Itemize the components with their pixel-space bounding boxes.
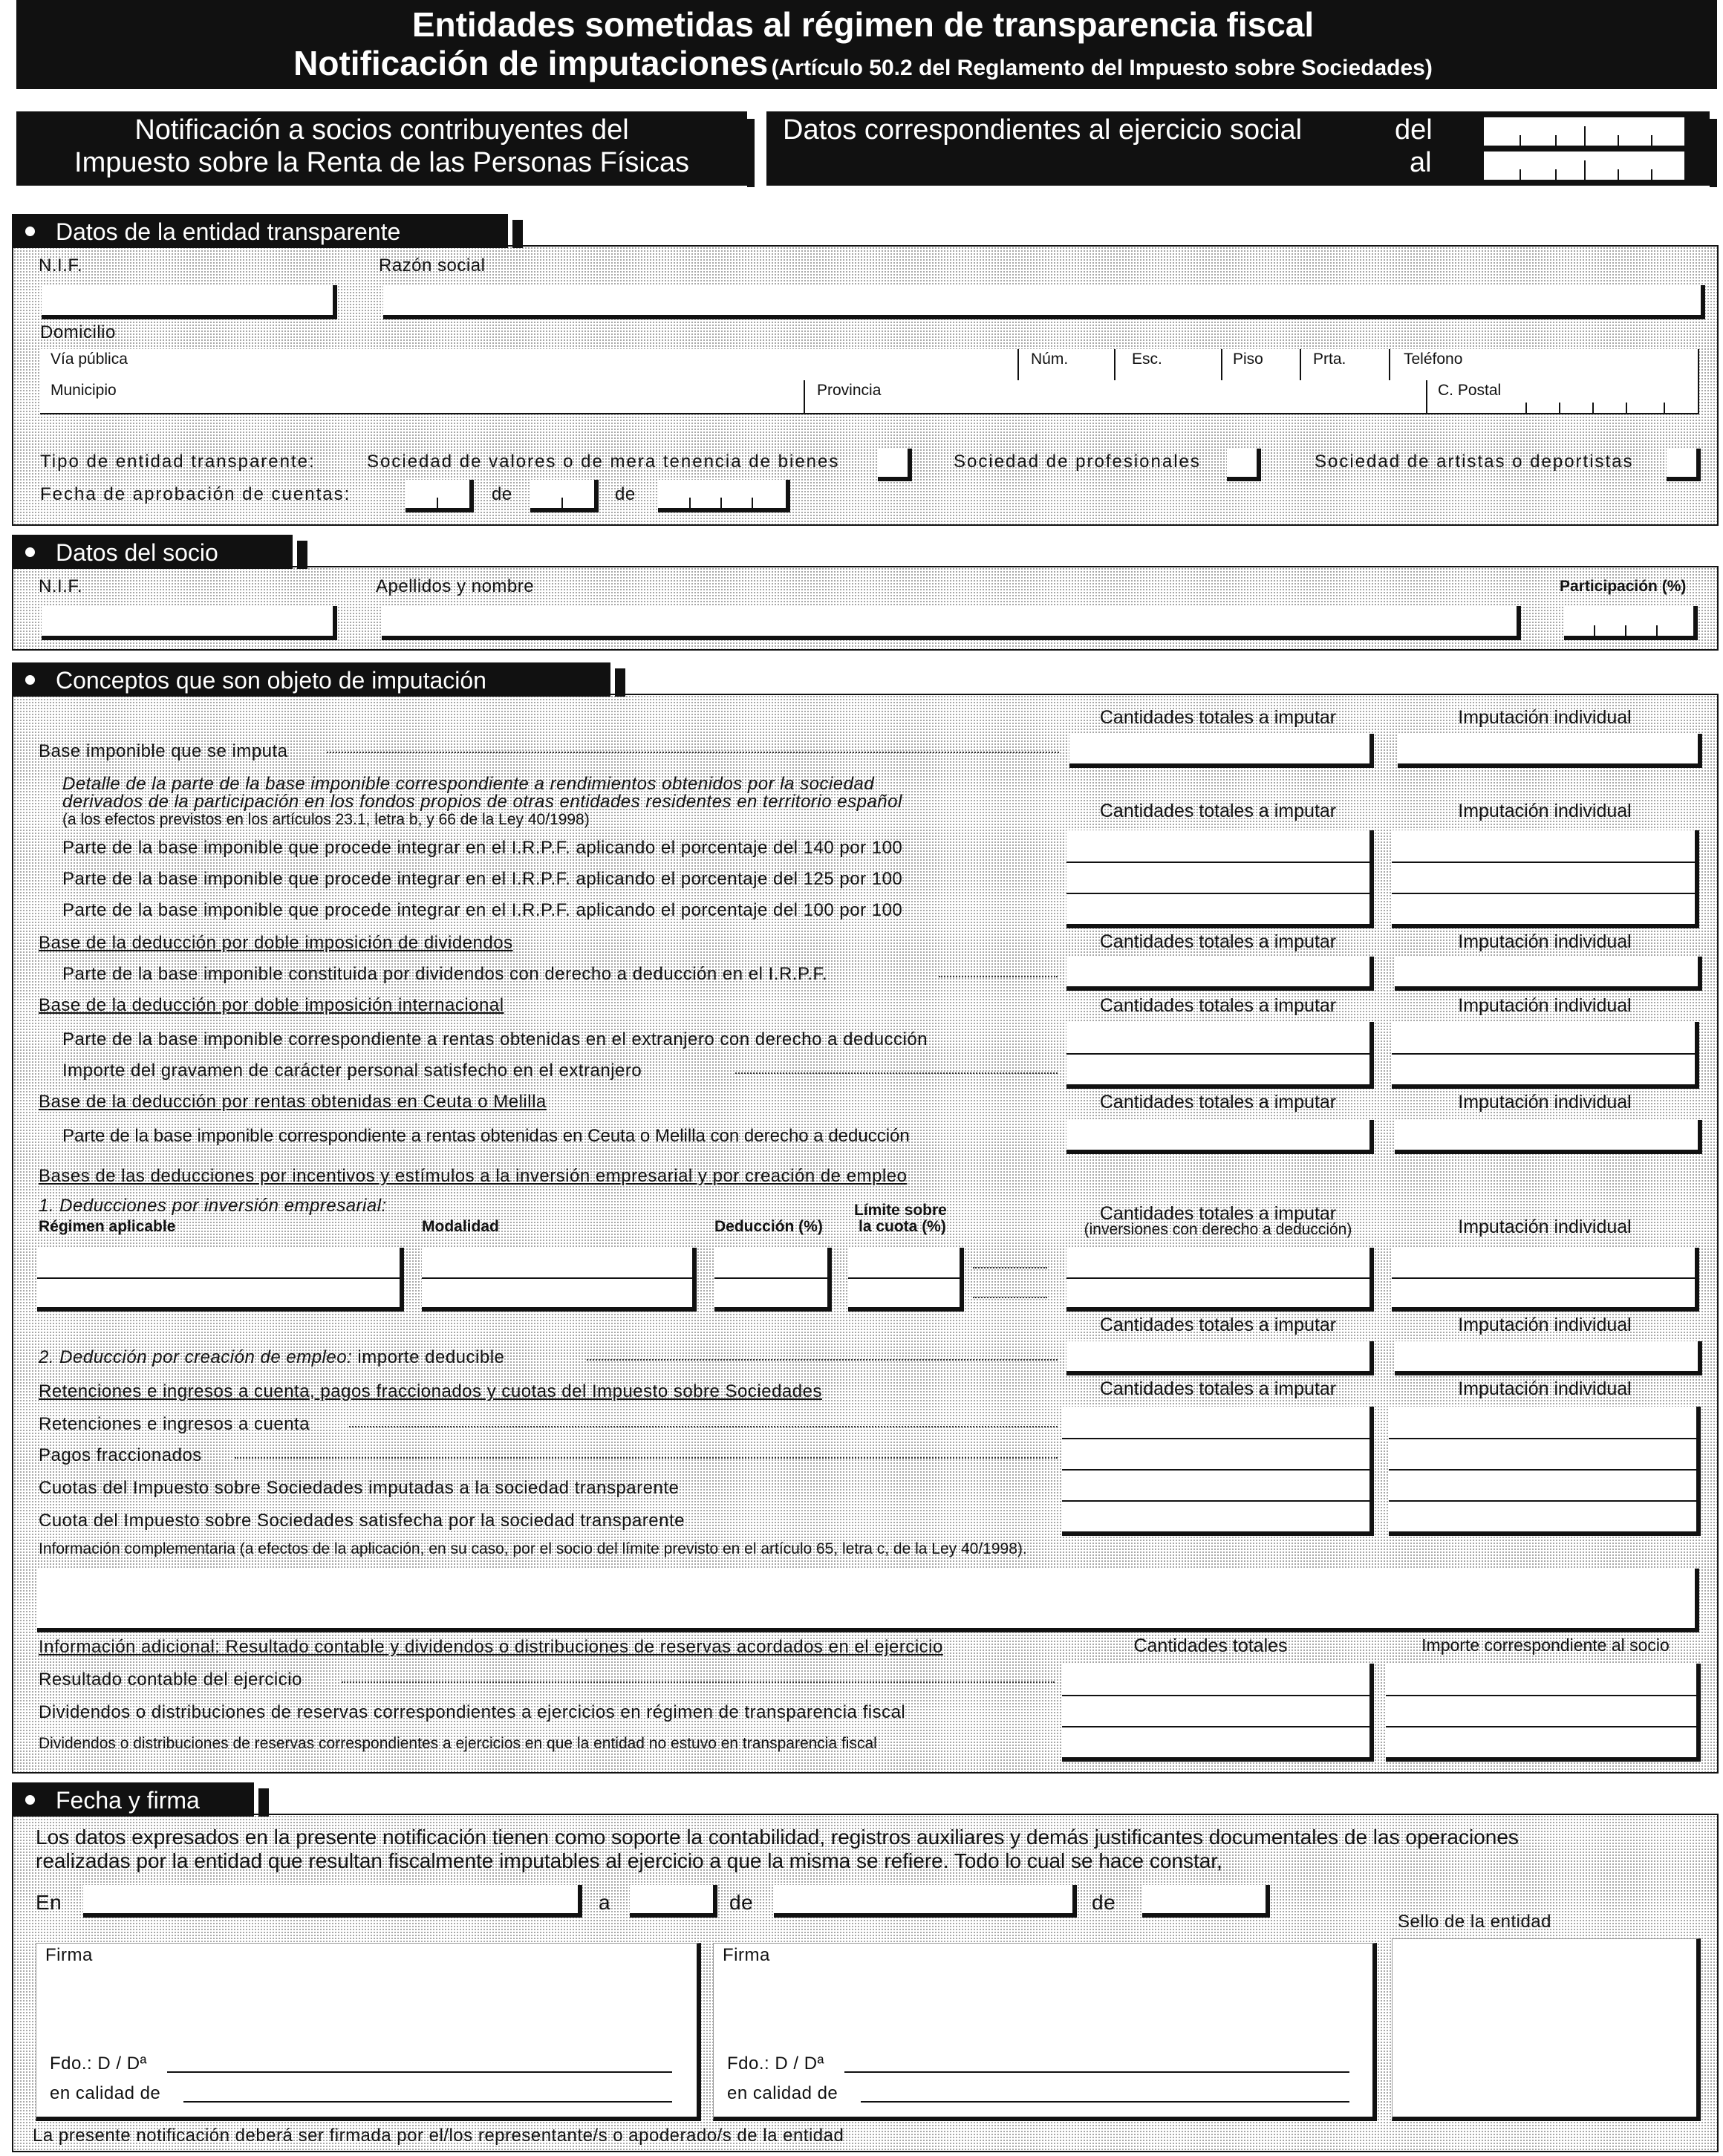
dot-leader	[735, 1072, 1058, 1074]
col-partner-amount-header: Importe correspondiente al socio	[1421, 1635, 1670, 1655]
col-individual-header: Imputación individual	[1458, 1378, 1632, 1399]
col-individual-header: Imputación individual	[1458, 1217, 1632, 1237]
approval-month-input[interactable]	[530, 480, 599, 512]
base-individual-input[interactable]	[1398, 734, 1702, 768]
address-label: Domicilio	[40, 322, 116, 342]
fiscal-year-del: del	[1395, 114, 1433, 146]
dot-leader	[235, 1457, 1058, 1459]
dividends-no-transparency-label: Dividendos o distribuciones de reservas correspondientes a ejercicios en que la entidad no estuvo en transparencia fiscal	[39, 1735, 877, 1752]
fiscal-year-box	[766, 111, 1710, 186]
detail-line3: (a los efectos previstos en los artículos 23.1, letra b, y 66 de la Ley 40/1998)	[62, 811, 590, 828]
col-total-header: Cantidades totales a imputar	[1099, 801, 1337, 821]
fiscal-year-from-input[interactable]	[1484, 117, 1684, 146]
col-individual-header: Imputación individual	[1458, 801, 1632, 821]
day-input[interactable]	[630, 1885, 717, 1918]
irpf-line1: Notificación a socios contribuyentes del	[134, 114, 629, 146]
ceuta-label: Parte de la base imponible correspondiente a rentas obtenidas en Ceuta o Melilla con derecho a deducción	[62, 1126, 910, 1146]
entity-section-title: Datos de la entidad transparente	[56, 218, 401, 245]
employment-total-input[interactable]	[1066, 1341, 1374, 1375]
entity-type-securities-label: Sociedad de valores o de mera tenencia de bienes	[367, 452, 840, 472]
declaration-line2: realizadas por la entidad que resultan fiscalmente imputables al ejercicio a que la misma se refiere. Todo lo cual se hace constar,	[36, 1849, 1222, 1872]
right-box-shadow	[1710, 119, 1717, 187]
entity-nif-label: N.I.F.	[39, 255, 83, 276]
footer-note: La presente notificación deberá ser firmada por el/los representante/s o apoderado/s de la entidad	[33, 2126, 844, 2146]
declaration-line1: Los datos expresados en la presente notificación tienen como soporte la contabilidad, registros auxiliares y demás justificantes documentales de las operaciones	[36, 1826, 1519, 1849]
seal-box[interactable]	[1392, 1938, 1701, 2121]
approval-date-label: Fecha de aprobación de cuentas:	[40, 484, 351, 504]
international-heading: Base de la deducción por doble imposición internacional	[39, 995, 504, 1015]
ceuta-total-input[interactable]	[1066, 1120, 1374, 1154]
dividends-transparency-label: Dividendos o distribuciones de reservas correspondientes a ejercicios en régimen de transparencia fiscal	[39, 1702, 906, 1722]
capacity-label-1: en calidad de	[50, 2083, 161, 2103]
modality-label: Modalidad	[422, 1218, 499, 1235]
tab-end-icon	[615, 668, 625, 697]
p140-label: Parte de la base imponible que procede integrar en el I.R.P.F. aplicando el porcentaje del 140 por 100	[62, 838, 903, 858]
imputed-quotas-label: Cuotas del Impuesto sobre Sociedades imputadas a la sociedad transparente	[39, 1478, 680, 1498]
entity-name-input[interactable]	[383, 285, 1705, 319]
signed-by-label-2: Fdo.: D / Dª	[727, 2054, 824, 2074]
col-total-header: Cantidades totales a imputar	[1099, 1315, 1337, 1335]
bullet-icon	[25, 1795, 35, 1805]
left-box-shadow	[747, 119, 755, 187]
ceuta-individual-input[interactable]	[1395, 1120, 1702, 1154]
entity-type-artists-checkbox[interactable]	[1667, 449, 1701, 481]
additional-info-heading: Información adicional: Resultado contable y dividendos o distribuciones de reservas acordados en el ejercicio	[39, 1637, 943, 1657]
investment-individual-inputs[interactable]	[1392, 1248, 1699, 1312]
year-input[interactable]	[1142, 1885, 1270, 1918]
entity-name-label: Razón social	[379, 255, 486, 276]
irpf-line2: Impuesto sobre la Renta de las Personas Físicas	[74, 147, 689, 178]
col-individual-header: Imputación individual	[1458, 995, 1632, 1016]
form-title: Entidades sometidas al régimen de transparencia fiscal	[411, 5, 1315, 44]
postal-code-label: C. Postal	[1438, 382, 1502, 399]
partner-section-tab	[12, 535, 293, 569]
partner-name-input[interactable]	[382, 606, 1521, 640]
base-label: Base imponible que se imputa	[39, 741, 288, 761]
complementary-info-input[interactable]	[37, 1569, 1699, 1632]
signature-box-1[interactable]	[36, 1943, 701, 2121]
entity-type-artists-label: Sociedad de artistas o deportistas	[1315, 452, 1634, 472]
province-label: Provincia	[817, 382, 882, 399]
concepts-section-title: Conceptos que son objeto de imputación	[56, 667, 486, 694]
capacity-label-2: en calidad de	[727, 2083, 838, 2103]
col-totals-header: Cantidades totales	[1133, 1635, 1288, 1656]
postal-code-input[interactable]	[1525, 386, 1667, 413]
investment-total-inputs[interactable]	[1066, 1248, 1374, 1312]
withholding-individual-inputs[interactable]	[1389, 1407, 1701, 1536]
partner-share-input[interactable]	[1564, 606, 1698, 640]
col-total-header: Cantidades totales a imputar	[1099, 1092, 1337, 1113]
col-total-header: Cantidades totales a imputar	[1099, 1378, 1337, 1399]
employment-label-rest: importe deducible	[357, 1347, 505, 1367]
dot-leader	[349, 1426, 1058, 1427]
street-label: Vía pública	[51, 351, 128, 368]
fiscal-year-label: Datos correspondientes al ejercicio social	[783, 114, 1303, 146]
form-header	[16, 0, 1717, 89]
col-individual-header: Imputación individual	[1458, 1092, 1632, 1113]
door-label: Prta.	[1313, 351, 1346, 368]
investment-total-subheader: (inversiones con derecho a deducción)	[1084, 1221, 1352, 1238]
international-total-inputs[interactable]	[1066, 1022, 1374, 1089]
additional-totals-inputs[interactable]	[1062, 1664, 1374, 1762]
stair-label: Esc.	[1132, 351, 1162, 368]
col-individual-header: Imputación individual	[1458, 1315, 1632, 1335]
signature-label-1: Firma	[45, 1945, 93, 1965]
limit-label2: la cuota (%)	[859, 1218, 946, 1235]
dividend-individual-input[interactable]	[1395, 957, 1702, 991]
address-row1-input[interactable]	[40, 349, 1699, 383]
approval-year-input[interactable]	[658, 480, 790, 512]
employment-individual-input[interactable]	[1395, 1341, 1702, 1375]
bullet-icon	[25, 227, 35, 236]
international-individual-inputs[interactable]	[1392, 1022, 1699, 1089]
number-label: Núm.	[1031, 351, 1069, 368]
approval-de2: de	[615, 484, 636, 504]
withholding-label: Retenciones e ingresos a cuenta	[39, 1414, 310, 1434]
tab-end-icon	[512, 220, 523, 248]
withholding-heading: Retenciones e ingresos a cuenta, pagos fraccionados y cuotas del Impuesto sobre Sociedades	[39, 1381, 822, 1401]
form-subtitle: Notificación de imputaciones	[293, 44, 769, 82]
approval-de1: de	[492, 484, 512, 504]
municipality-label: Municipio	[51, 382, 117, 399]
complementary-info-label: Información complementaria (a efectos de la aplicación, en su caso, por el socio del límite previsto en el artículo 65, letra c, de la Ley 40/1998).	[39, 1540, 1027, 1557]
dot-leader	[327, 752, 1059, 753]
tab-end-icon	[297, 541, 307, 569]
signature-label-2: Firma	[723, 1945, 770, 1965]
fiscal-year-al: al	[1410, 147, 1432, 178]
col-individual-header: Imputación individual	[1458, 931, 1632, 952]
day-label: a	[599, 1891, 611, 1914]
partner-nif-label: N.I.F.	[39, 576, 83, 596]
dividend-heading: Base de la deducción por doble imposición de dividendos	[39, 933, 513, 953]
form-subtitle-row	[16, 43, 1710, 83]
bullet-icon	[25, 675, 35, 685]
foreign-tax-label: Importe del gravamen de carácter personal satisfecho en el extranjero	[62, 1061, 642, 1081]
investment-total-header: Cantidades totales a imputar	[1099, 1203, 1337, 1224]
withholding-total-inputs[interactable]	[1062, 1407, 1374, 1536]
dot-leader	[973, 1297, 1047, 1298]
regime-label: Régimen aplicable	[39, 1218, 176, 1235]
seal-label: Sello de la entidad	[1398, 1912, 1551, 1932]
fiscal-year-to-input[interactable]	[1484, 152, 1684, 180]
partner-nif-input[interactable]	[42, 606, 337, 640]
p100-label: Parte de la base imponible que procede integrar en el I.R.P.F. aplicando el porcentaje del 100 por 100	[62, 900, 903, 920]
entity-nif-input[interactable]	[42, 285, 337, 319]
paid-quota-label: Cuota del Impuesto sobre Sociedades satisfecha por la sociedad transparente	[39, 1511, 685, 1531]
installments-label: Pagos fraccionados	[39, 1445, 202, 1465]
partner-section-title: Datos del socio	[56, 539, 218, 566]
signed-by-label-1: Fdo.: D / Dª	[50, 2054, 147, 2074]
col-total-header: Cantidades totales a imputar	[1099, 707, 1337, 728]
signature-box-2[interactable]	[713, 1943, 1377, 2121]
irpf-notification-box	[16, 111, 747, 186]
bullet-icon	[25, 547, 35, 557]
dividend-total-input[interactable]	[1066, 957, 1374, 991]
detail-line2: derivados de la participación en los fondos propios de otras entidades residentes en territorio español	[62, 792, 902, 812]
tab-end-icon	[258, 1788, 269, 1817]
dot-leader	[587, 1359, 1058, 1361]
place-input[interactable]	[83, 1885, 582, 1918]
dot-leader	[973, 1267, 1047, 1268]
phone-label: Teléfono	[1404, 351, 1463, 368]
form-subtitle-note: (Artículo 50.2 del Reglamento del Impuesto sobre Sociedades)	[771, 56, 1433, 80]
deduction-pct-label: Deducción (%)	[714, 1218, 823, 1235]
entity-type-professionals-checkbox[interactable]	[1227, 449, 1261, 481]
accounting-result-label: Resultado contable del ejercicio	[39, 1670, 302, 1690]
entity-type-professionals-label: Sociedad de profesionales	[954, 452, 1201, 472]
limit-pct-input[interactable]	[848, 1248, 964, 1312]
p-total-inputs[interactable]	[1066, 830, 1374, 928]
investment-heading: 1. Deducciones por inversión empresarial:	[39, 1196, 387, 1216]
regime-input[interactable]	[37, 1248, 404, 1312]
additional-partner-inputs[interactable]	[1386, 1664, 1701, 1762]
limit-label1: Límite sobre	[854, 1202, 947, 1219]
col-individual-header: Imputación individual	[1458, 707, 1632, 728]
floor-label: Piso	[1233, 351, 1263, 368]
partner-name-label: Apellidos y nombre	[376, 576, 535, 596]
dot-leader	[342, 1681, 1055, 1683]
month-input[interactable]	[774, 1885, 1077, 1918]
signature-section-tab	[12, 1782, 254, 1817]
incentives-heading: Bases de las deducciones por incentivos y estímulos a la inversión empresarial y por creación de empleo	[39, 1166, 908, 1186]
deduction-pct-input[interactable]	[714, 1248, 832, 1312]
p-individual-inputs[interactable]	[1392, 830, 1699, 928]
col-total-header: Cantidades totales a imputar	[1099, 995, 1337, 1016]
p125-label: Parte de la base imponible que procede integrar en el I.R.P.F. aplicando el porcentaje del 125 por 100	[62, 869, 903, 889]
employment-label-italic: 2. Deducción por creación de empleo:	[39, 1347, 353, 1367]
international-income-label: Parte de la base imponible correspondiente a rentas obtenidas en el extranjero con derecho a deducción	[62, 1029, 928, 1049]
month-label: de	[729, 1891, 754, 1914]
modality-input[interactable]	[422, 1248, 697, 1312]
base-total-input[interactable]	[1069, 734, 1374, 768]
ceuta-heading: Base de la deducción por rentas obtenidas en Ceuta o Melilla	[39, 1092, 547, 1112]
entity-type-label: Tipo de entidad transparente:	[40, 452, 316, 472]
employment-label	[39, 1347, 504, 1368]
year-label: de	[1092, 1891, 1116, 1914]
col-total-header: Cantidades totales a imputar	[1099, 931, 1337, 952]
dot-leader	[939, 976, 1058, 977]
detail-line1: Detalle de la parte de la base imponible correspondiente a rendimientos obtenidos por la sociedad	[62, 774, 875, 794]
partner-share-label: Participación (%)	[1560, 578, 1687, 595]
entity-section-tab	[12, 214, 508, 248]
place-label: En	[36, 1891, 62, 1914]
dividend-label: Parte de la base imponible constituida por dividendos con derecho a deducción en el I.R.P.F.	[62, 964, 828, 984]
concepts-section-tab	[12, 662, 610, 697]
entity-type-securities-checkbox[interactable]	[878, 449, 912, 481]
approval-day-input[interactable]	[405, 480, 474, 512]
signature-section-title: Fecha y firma	[56, 1787, 200, 1814]
